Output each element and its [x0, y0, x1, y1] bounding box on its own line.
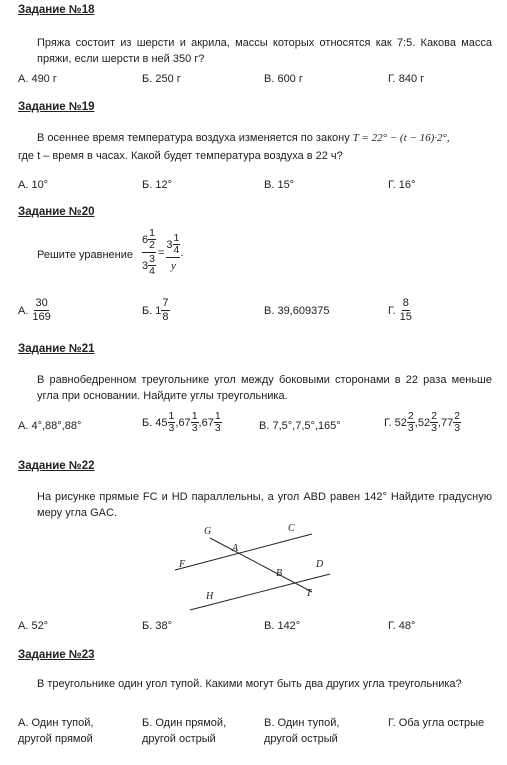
answer-d-part-2: 52	[417, 416, 431, 429]
answer-b-num: 7	[162, 297, 169, 309]
task-19-question	[37, 130, 492, 146]
task-21-answer-a: А. 4°,88°,88°	[18, 420, 82, 432]
task-22-answer-d: Г. 48°	[388, 620, 416, 632]
label-d: D	[316, 559, 324, 570]
equation-right-num: 1	[173, 232, 180, 244]
answer-a-line-2: другой прямой	[18, 733, 93, 745]
fraction-three: 3	[431, 422, 437, 434]
answer-b-line-1: Б. Один прямой,	[142, 717, 227, 729]
task-21-answer-c: В. 7,5°,7,5°,165°	[259, 420, 341, 432]
label-a: A	[232, 543, 239, 554]
label-b: B	[276, 568, 283, 579]
equation-period: .	[180, 246, 184, 259]
label-g: G	[204, 526, 212, 537]
answer-b-den: 8	[162, 311, 169, 323]
task-21-title: Задание №21	[18, 343, 95, 355]
task-20-title: Задание №20	[18, 206, 95, 218]
fraction-two: 2	[431, 410, 437, 422]
separator: ,	[175, 416, 179, 429]
separator: ,	[414, 416, 418, 429]
fraction-two: 2	[407, 410, 414, 422]
equation-bottom-mixed	[142, 253, 156, 277]
task-19-answer-c: В. 15°	[264, 179, 295, 191]
task-22-question: На рисунке прямые FC и HD параллельны, а угол ABD равен 142° Найдите градусную меру угла GAC.	[37, 491, 492, 519]
label-t: T	[306, 588, 312, 599]
equation-right-den: 4	[173, 244, 180, 256]
task-23-answer-a	[18, 715, 93, 747]
answer-a-line-1: А. Один тупой,	[18, 717, 94, 729]
task-20-answer-b	[142, 297, 170, 324]
answer-a-den: 169	[32, 311, 51, 323]
answer-b-label: Б.	[142, 304, 153, 317]
line-gt	[210, 538, 312, 592]
equation-top-num: 1	[149, 227, 155, 239]
label-h: H	[206, 591, 214, 602]
answer-a-num: 30	[35, 297, 48, 309]
answer-c-line-2: другой острый	[264, 733, 338, 745]
equation-top-den: 2	[149, 239, 155, 251]
task-19-answer-a: А. 10°	[18, 179, 49, 191]
equation-right-whole: 3	[166, 238, 173, 251]
task-23-answer-b	[142, 715, 226, 747]
task-21-answer-d	[384, 411, 461, 434]
task-18-question: Пряжа состоит из шерсти и акрила, массы которых относятся как 7:5. Какова масса пряжи, если шерсти в ней 350 г?	[37, 37, 492, 65]
fraction-three: 3	[168, 422, 175, 434]
answer-b-line-2: другой острый	[142, 733, 216, 745]
fraction-one: 1	[168, 410, 175, 422]
task-23-answer-d	[388, 715, 484, 731]
answer-d-num: 8	[402, 297, 409, 309]
task-19-title: Задание №19	[18, 101, 95, 113]
fraction-two: 2	[454, 410, 461, 422]
geometry-figure	[0, 522, 507, 612]
task-22-answer-b: Б. 38°	[142, 620, 172, 632]
task-23-answer-c	[264, 715, 339, 747]
equation-bottom-num: 3	[149, 253, 155, 265]
equation-left-fraction	[142, 228, 156, 277]
answer-c-line-1: В. Один тупой,	[264, 717, 340, 729]
fraction-one: 1	[214, 410, 221, 422]
task-22-answer-a: А. 52°	[18, 620, 49, 632]
answer-b-part-3: 67	[201, 416, 214, 429]
equation-right-fraction	[166, 233, 180, 272]
task-20-answer-a	[18, 297, 52, 324]
task-18-title: Задание №18	[18, 4, 95, 16]
answer-d-line-1: Г. Оба угла острые	[388, 717, 485, 729]
answer-b-label: Б.	[142, 416, 153, 429]
answer-d-den: 15	[399, 311, 412, 323]
separator: ,	[437, 416, 441, 429]
label-c: C	[288, 523, 295, 534]
answer-a-label: А.	[18, 304, 29, 317]
fraction-three: 3	[454, 422, 461, 434]
task-18-answer-d: Г. 840 г	[388, 73, 425, 85]
task-19-question-2: где t – время в часах. Какой будет температура воздуха в 22 ч?	[18, 150, 343, 162]
equation-right-mixed	[166, 233, 180, 258]
task-23-title: Задание №23	[18, 649, 95, 661]
separator: ,	[198, 416, 202, 429]
task-18-answer-a: А. 490 г	[18, 73, 57, 85]
task-20-equation	[142, 228, 183, 277]
fraction-three: 3	[191, 422, 198, 434]
task-19-formula: T = 22° − (t − 16)·2°,	[352, 132, 450, 144]
task-20-answer-d	[388, 297, 413, 324]
equation-top-whole: 6	[142, 233, 149, 246]
answer-b-whole: 1	[155, 304, 162, 317]
task-20-question: Решите уравнение	[37, 249, 134, 261]
task-19-text-before: В осеннее время температура воздуха изменяется по закону	[37, 132, 350, 144]
answer-d-label: Г.	[388, 304, 396, 317]
answer-b-part-1: 45	[155, 416, 168, 429]
task-18-answer-c: В. 600 г	[264, 73, 303, 85]
task-20-answer-c: В. 39,609375	[264, 305, 330, 317]
fraction-one: 1	[191, 410, 198, 422]
answer-d-part-1: 52	[394, 416, 407, 429]
equation-bottom-whole: 3	[142, 259, 149, 272]
task-22-answer-c: В. 142°	[264, 620, 301, 632]
task-19-answer-d: Г. 16°	[388, 179, 416, 191]
task-23-question: В треугольнике один угол тупой. Какими могут быть два других угла треугольника?	[37, 678, 462, 690]
equation-bottom-den: 4	[149, 265, 155, 277]
equation-y: y	[170, 260, 176, 272]
label-f: F	[179, 559, 186, 570]
answer-d-part-3: 77	[440, 416, 454, 429]
answer-d-label: Г.	[384, 416, 392, 429]
task-19-answer-b: Б. 12°	[142, 179, 172, 191]
answer-b-part-2: 67	[178, 416, 191, 429]
task-18-answer-b: Б. 250 г	[142, 73, 181, 85]
line-fc	[175, 534, 312, 570]
task-22-title: Задание №22	[18, 460, 95, 472]
fraction-three: 3	[407, 422, 414, 434]
task-21-question: В равнобедренном треугольнике угол между боковыми сторонами в 22 раза меньше угла при основании. Найдите углы треугольника.	[37, 374, 492, 402]
fraction-three: 3	[214, 422, 221, 434]
equation-equals: =	[157, 246, 165, 259]
equation-top-mixed	[142, 228, 156, 253]
task-21-answer-b	[142, 411, 222, 434]
